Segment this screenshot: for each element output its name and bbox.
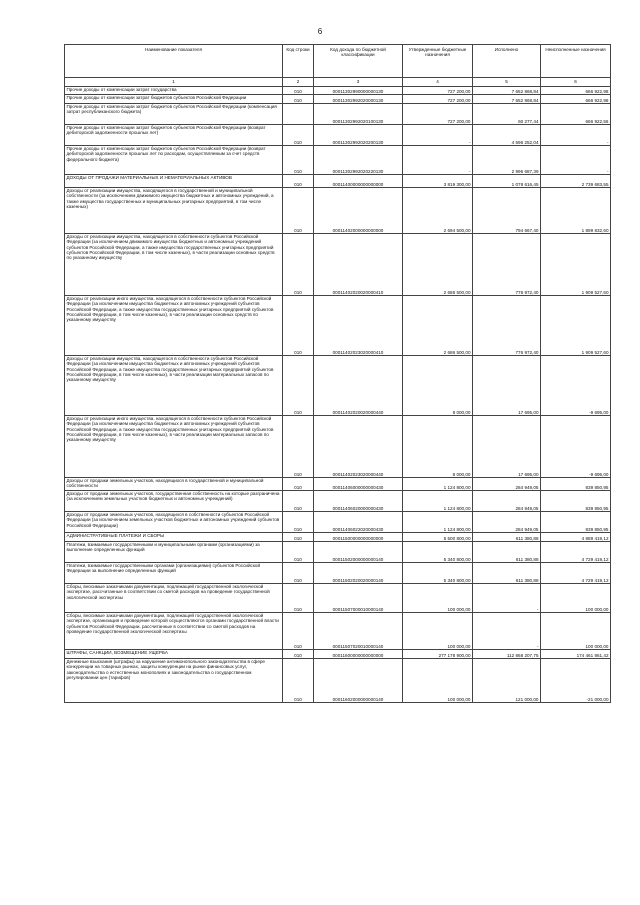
row-name: Сборы, вносимые заказчиками документации, подлежащей государственной экологической экспертизе, рассчитанные в соответствии со сметой расходов на проведение государственной экологической экспертизы xyxy=(65,584,283,613)
row-executed: 611 380,88 xyxy=(473,542,541,563)
header-row xyxy=(65,45,611,78)
row-line-code: 010 xyxy=(283,584,314,613)
row-approved: - xyxy=(403,125,473,146)
row-name: ШТРАФЫ, САНКЦИИ, ВОЗМЕЩЕНИЕ УЩЕРБА xyxy=(65,650,283,659)
row-approved: 1 124 800,00 xyxy=(403,478,473,491)
row-unexecuted: -9 695,00 xyxy=(541,416,611,478)
table-row xyxy=(65,95,611,104)
row-unexecuted: 4 889 419,12 xyxy=(541,533,611,542)
column-number: 5 xyxy=(473,78,541,87)
table-row xyxy=(65,659,611,703)
row-budget-code: 00011502000000000140 xyxy=(314,542,403,563)
row-unexecuted: 4 729 419,12 xyxy=(541,563,611,584)
row-executed: 4 596 252,04 xyxy=(473,125,541,146)
header-line-code: Код строки xyxy=(283,45,314,78)
row-line-code: 010 xyxy=(283,542,314,563)
column-number: 4 xyxy=(403,78,473,87)
row-budget-code: 00011302992020000130 xyxy=(314,95,403,104)
header-budget-code: Код дохода по бюджетной классификации xyxy=(314,45,403,78)
row-name: Доходы от реализации имущества, находящегося в собственности субъектов Российской Федерации (за исключением движимого имущества бюджетных и автономных учреждений субъектов Российской Федерации, а также имущества государственных унитарных предприятий субъектов Российской Федерации, в том числе казенных), в части реализации основных средств по указанному имуществу xyxy=(65,234,283,296)
row-line-code: 010 xyxy=(283,234,314,296)
row-executed: 7 652 868,84 xyxy=(473,87,541,95)
income-report-table xyxy=(64,44,611,703)
row-executed: 611 380,88 xyxy=(473,563,541,584)
table-row xyxy=(65,296,611,356)
header-unexecuted: Неисполненные назначения xyxy=(541,45,611,78)
row-unexecuted: 100 000,00 xyxy=(541,613,611,650)
row-name: Прочие доходы от компенсации затрат бюджетов субъектов Российской Федерации (компенсация затрат республиканского бюджета) xyxy=(65,104,283,125)
row-line-code: 010 xyxy=(283,659,314,703)
row-budget-code: 00011507000010000140 xyxy=(314,584,403,613)
row-approved: 8 000,00 xyxy=(403,356,473,416)
row-name: Денежные взыскания (штрафы) за нарушение антимонопольного законодательства в сфере конкуренции на товарных рынках, защиты конкуренции на рынке финансовых услуг, законодательства о естественных монополиях и законодательства о государственном регулировании цен (тарифов) xyxy=(65,659,283,703)
row-executed: 284 949,05 xyxy=(473,491,541,512)
row-line-code: 010 xyxy=(283,175,314,188)
table-row xyxy=(65,563,611,584)
row-approved: 2 686 500,00 xyxy=(403,296,473,356)
row-approved: 277 178 900,00 xyxy=(403,650,473,659)
table-row xyxy=(65,542,611,563)
row-unexecuted: 666 922,98 xyxy=(541,95,611,104)
row-name: Платежи, взимаемые государственными и муниципальными органами (организациями) за выполнение определенных функций xyxy=(65,542,283,563)
row-approved: 2 694 500,00 xyxy=(403,188,473,234)
row-approved: 727 200,00 xyxy=(403,104,473,125)
row-executed: 284 949,05 xyxy=(473,478,541,491)
row-unexecuted: 1 909 527,60 xyxy=(541,234,611,296)
row-approved: - xyxy=(403,146,473,175)
header-name: Наименование показателя xyxy=(65,45,283,78)
row-budget-code: 00011402000000000000 xyxy=(314,188,403,234)
row-name: Прочие доходы от компенсации затрат бюджетов субъектов Российской Федерации xyxy=(65,95,283,104)
row-line-code: 010 xyxy=(283,188,314,234)
row-executed: 112 868 207,75 xyxy=(473,650,541,659)
row-approved: 2 686 500,00 xyxy=(403,234,473,296)
row-budget-code: 00011507020010000140 xyxy=(314,613,403,650)
row-line-code: 010 xyxy=(283,356,314,416)
row-executed: 7 652 868,84 xyxy=(473,95,541,104)
row-executed: 17 695,00 xyxy=(473,356,541,416)
row-executed: 794 667,40 xyxy=(473,188,541,234)
row-name: Доходы от реализации имущества, находящегося в государственной и муниципальной собственности (за исключением движимого имущества бюджетных и автономных учреждений, а также имущества государственных и муниципальных унитарных предприятий, в том числе казенных) xyxy=(65,188,283,234)
column-number: 3 xyxy=(314,78,403,87)
row-budget-code: 00011600000000000000 xyxy=(314,650,403,659)
row-name: ДОХОДЫ ОТ ПРОДАЖИ МАТЕРИАЛЬНЫХ И НЕМАТЕРИАЛЬНЫХ АКТИВОВ xyxy=(65,175,283,188)
row-unexecuted: -21 000,00 xyxy=(541,659,611,703)
table-row xyxy=(65,478,611,491)
row-executed: 284 949,05 xyxy=(473,512,541,533)
row-executed: 2 996 687,39 xyxy=(473,146,541,175)
column-number: 2 xyxy=(283,78,314,87)
row-unexecuted: 839 850,95 xyxy=(541,478,611,491)
row-budget-code: 00011602000000000140 xyxy=(314,659,403,703)
table-row xyxy=(65,356,611,416)
table-row xyxy=(65,512,611,533)
table-row xyxy=(65,146,611,175)
row-line-code: 010 xyxy=(283,491,314,512)
row-name: Платежи, взимаемые государственными органами (организациями) субъектов Российской Федерации за выполнение определенных функций xyxy=(65,563,283,584)
table-row xyxy=(65,125,611,146)
row-unexecuted: 174 461 861,42 xyxy=(541,650,611,659)
row-line-code: 010 xyxy=(283,416,314,478)
row-budget-code: 00011402023020000410 xyxy=(314,296,403,356)
row-executed: 776 972,40 xyxy=(473,296,541,356)
table-row xyxy=(65,533,611,542)
row-approved: 1 124 800,00 xyxy=(403,512,473,533)
row-budget-code: 00011406000000000430 xyxy=(314,478,403,491)
row-name: Доходы от реализации иного имущества, находящегося в собственности субъектов Российской Федерации (за исключением имущества бюджетных и автономных учреждений субъектов Российской Федерации, а также имущества государственных унитарных предприятий субъектов Российской Федерации, в том числе казенных), в части реализации основных средств по указанному имуществу xyxy=(65,296,283,356)
row-unexecuted: 666 922,98 xyxy=(541,87,611,95)
row-approved: 100 000,00 xyxy=(403,659,473,703)
row-unexecuted: 1 899 832,60 xyxy=(541,188,611,234)
row-approved: 100 000,00 xyxy=(403,584,473,613)
row-line-code: 010 xyxy=(283,87,314,95)
row-unexecuted: - xyxy=(541,146,611,175)
table-row xyxy=(65,104,611,125)
row-approved: 8 000,00 xyxy=(403,416,473,478)
column-number: 6 xyxy=(541,78,611,87)
row-name: Доходы от продажи земельных участков, государственная собственность на которые разграничена (за исключением земельных участков бюджетных и автономных учреждений) xyxy=(65,491,283,512)
row-name: Доходы от реализации имущества, находящегося в собственности субъектов Российской Федерации (за исключением имущества бюджетных и автономных учреждений субъектов Российской Федерации, а также имущества государственных унитарных предприятий субъектов Российской Федерации, в том числе казенных), в части реализации материальных запасов по указанному имуществу xyxy=(65,356,283,416)
row-line-code: 010 xyxy=(283,512,314,533)
row-name: Доходы от продажи земельных участков, находящихся в собственности субъектов Российской Федерации (за исключением земельных участков бюджетных и автономных учреждений субъектов Российской Федерации) xyxy=(65,512,283,533)
header-approved: Утвержденные бюджетные назначения xyxy=(403,45,473,78)
row-line-code: 010 xyxy=(283,650,314,659)
table-row xyxy=(65,613,611,650)
row-unexecuted: 4 729 419,12 xyxy=(541,542,611,563)
row-unexecuted: 2 739 683,55 xyxy=(541,175,611,188)
row-budget-code: 00011402020020000440 xyxy=(314,356,403,416)
row-executed: 1 078 616,45 xyxy=(473,175,541,188)
row-unexecuted: 839 850,95 xyxy=(541,512,611,533)
row-unexecuted: - xyxy=(541,125,611,146)
row-executed: 17 695,00 xyxy=(473,416,541,478)
row-unexecuted: 839 850,95 xyxy=(541,491,611,512)
row-budget-code: 00011302992020220130 xyxy=(314,146,403,175)
row-name: Доходы от продажи земельных участков, находящихся в государственной и муниципальной собственности xyxy=(65,478,283,491)
header-executed: Исполнено xyxy=(473,45,541,78)
row-approved: 5 500 800,00 xyxy=(403,533,473,542)
row-budget-code: 00011406022020000430 xyxy=(314,512,403,533)
table-row xyxy=(65,650,611,659)
row-unexecuted: 666 922,56 xyxy=(541,104,611,125)
row-line-code xyxy=(283,104,314,125)
row-budget-code: 00011302990000000130 xyxy=(314,87,403,95)
table-row xyxy=(65,491,611,512)
row-name: Сборы, вносимые заказчиками документации, подлежащей государственной экологической экспертизе, организация и проведение которой осуществляются органами государственной власти субъектов Российской Федерации, рассчитанные в соответствии со сметой расходов на проведение государственной экологической экспертизы xyxy=(65,613,283,650)
page-number: 6 xyxy=(317,27,323,36)
row-approved: 727 200,00 xyxy=(403,87,473,95)
row-unexecuted: -9 695,00 xyxy=(541,356,611,416)
row-unexecuted: 1 909 527,60 xyxy=(541,296,611,356)
row-line-code: 010 xyxy=(283,613,314,650)
row-name: Прочие доходы от компенсации затрат бюджетов субъектов Российской Федерации (возврат дебиторской задолженности прошлых лет по расходам, осуществляемым за счет средств федерального бюджета) xyxy=(65,146,283,175)
row-executed: 776 972,40 xyxy=(473,234,541,296)
table-row xyxy=(65,584,611,613)
table-body xyxy=(65,87,611,703)
row-budget-code: 00011302992020200130 xyxy=(314,125,403,146)
table-row xyxy=(65,416,611,478)
row-line-code: 010 xyxy=(283,296,314,356)
row-budget-code: 00011502020020000140 xyxy=(314,563,403,584)
row-line-code: 010 xyxy=(283,95,314,104)
row-line-code: 010 xyxy=(283,125,314,146)
row-name: Прочие доходы от компенсации затрат бюджетов субъектов Российской Федерации (возврат дебиторской задолженности прошлых лет) xyxy=(65,125,283,146)
row-executed: - xyxy=(473,613,541,650)
row-executed: 611 380,88 xyxy=(473,533,541,542)
row-budget-code: 00011402023020000440 xyxy=(314,416,403,478)
row-name: Прочие доходы от компенсации затрат государства xyxy=(65,87,283,95)
row-name: Доходы от реализации иного имущества, находящегося в собственности субъектов Российской Федерации (за исключением имущества бюджетных и автономных учреждений субъектов Российской Федерации, а также имущества государственных унитарных предприятий субъектов Российской Федерации, в том числе казенных), в части реализации материальных запасов по указанному имуществу xyxy=(65,416,283,478)
row-executed: - xyxy=(473,584,541,613)
table-row xyxy=(65,175,611,188)
row-line-code: 010 xyxy=(283,146,314,175)
row-executed: 60 277,44 xyxy=(473,104,541,125)
table-row xyxy=(65,87,611,95)
table-row xyxy=(65,188,611,234)
column-number-row xyxy=(65,78,611,87)
row-budget-code: 00011302992020100130 xyxy=(314,104,403,125)
row-budget-code: 00011402020020000410 xyxy=(314,234,403,296)
column-number: 1 xyxy=(65,78,283,87)
row-name: АДМИНИСТРАТИВНЫЕ ПЛАТЕЖИ И СБОРЫ xyxy=(65,533,283,542)
row-budget-code: 00011500000000000000 xyxy=(314,533,403,542)
row-line-code: 010 xyxy=(283,478,314,491)
row-executed: 121 000,00 xyxy=(473,659,541,703)
table-row xyxy=(65,234,611,296)
row-approved: 3 819 300,00 xyxy=(403,175,473,188)
row-unexecuted: 100 000,00 xyxy=(541,584,611,613)
row-approved: 100 000,00 xyxy=(403,613,473,650)
row-line-code: 010 xyxy=(283,563,314,584)
row-budget-code: 00011406020000000430 xyxy=(314,491,403,512)
row-line-code: 010 xyxy=(283,533,314,542)
row-approved: 5 340 800,00 xyxy=(403,563,473,584)
row-budget-code: 00011400000000000000 xyxy=(314,175,403,188)
row-approved: 5 340 800,00 xyxy=(403,542,473,563)
row-approved: 727 200,00 xyxy=(403,95,473,104)
row-approved: 1 124 800,00 xyxy=(403,491,473,512)
